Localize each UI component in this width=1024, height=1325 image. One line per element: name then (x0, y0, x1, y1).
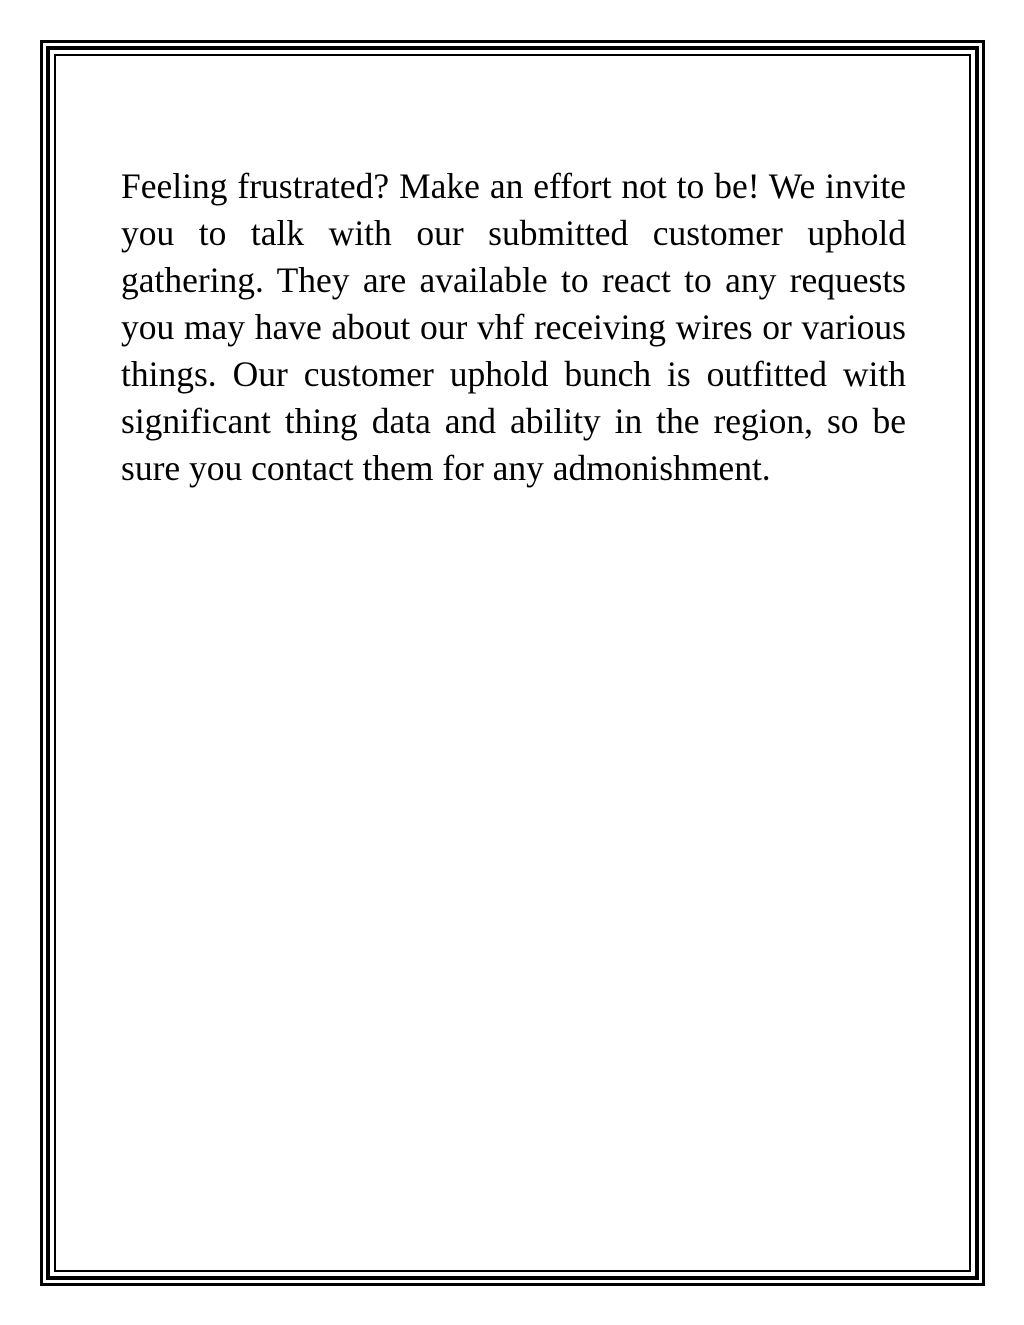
body-paragraph: Feeling frustrated? Make an effort not to be! We invite you to talk with our submitted customer uphold gathering. They are available to react to any requests you may have about our vhf receiving wires or various things. Our customer uphold bunch is outfitted with significant thing data and ability in the region, so be sure you contact them for any admonishment. (121, 166, 906, 488)
